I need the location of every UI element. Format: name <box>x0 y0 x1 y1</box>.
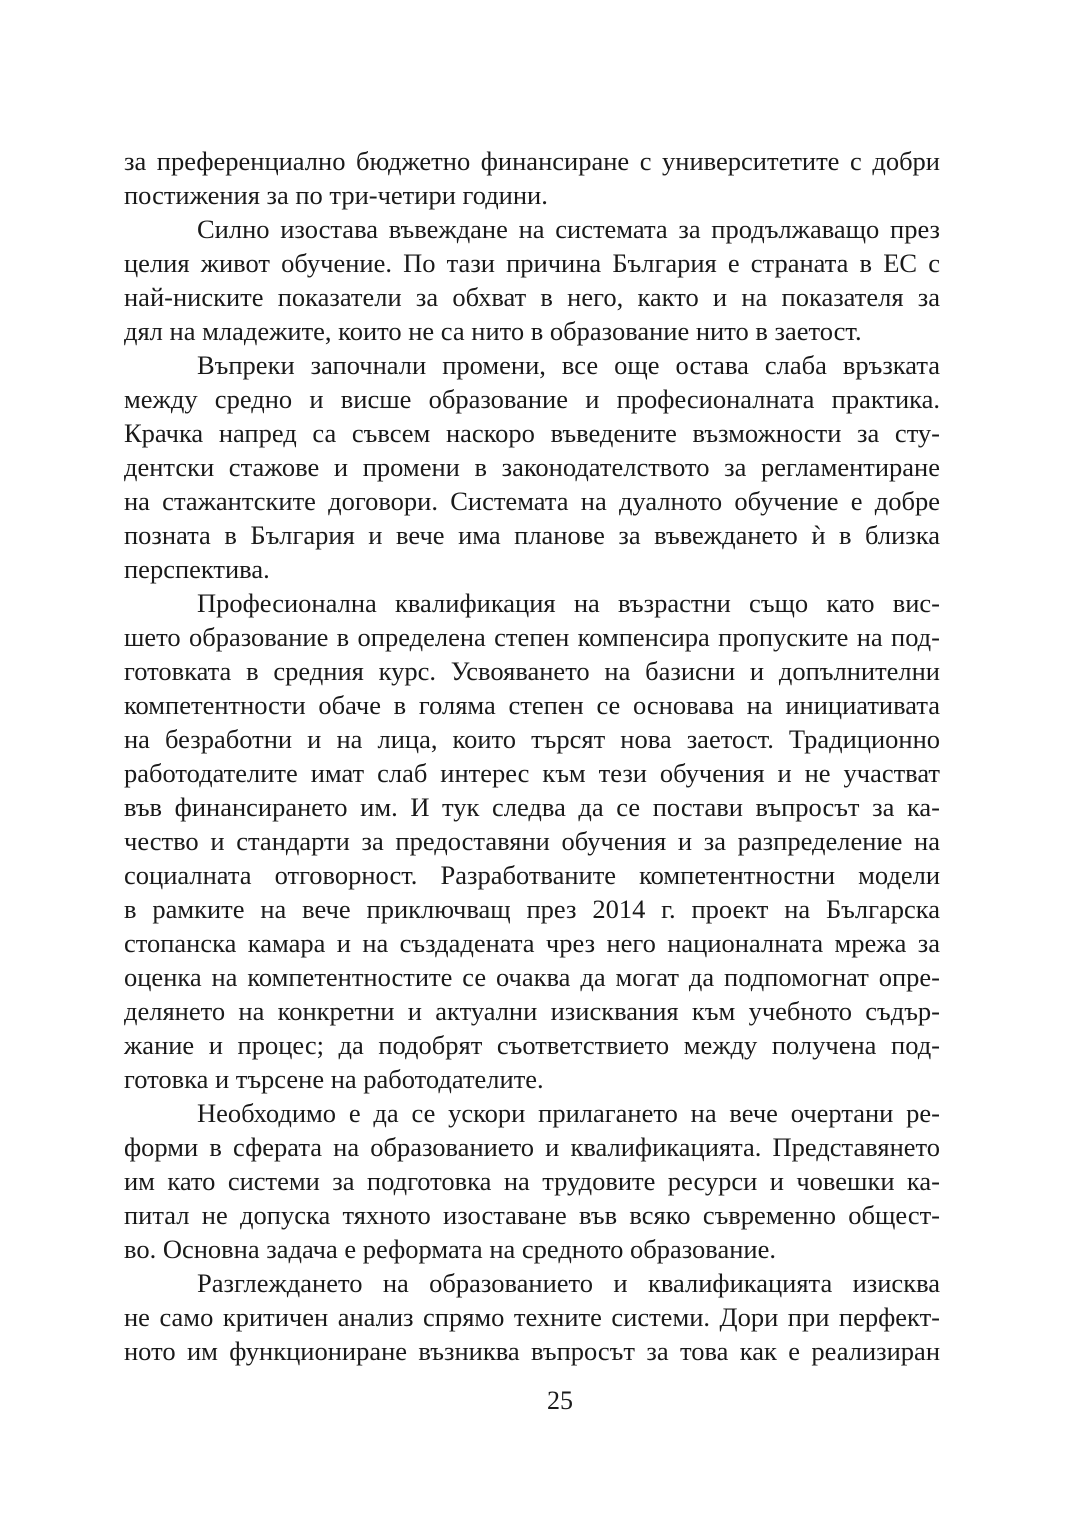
text-line: дентски стажове и промени в законодателството за регламентиране <box>124 452 940 482</box>
text-line: им като системи за подготовка на трудовите ресурси и човешки ка- <box>124 1166 940 1196</box>
text-line: дял на младежите, които не са нито в образование нито в заетост. <box>124 316 862 346</box>
text-line: оценка на компетентностите се очаква да могат да подпомогнат опре- <box>124 962 940 992</box>
text-line: целия живот обучение. По тази причина България е страната в ЕС с <box>124 248 940 278</box>
text-line: Професионална квалификация на възрастни също като вис- <box>197 588 940 618</box>
text-line: ното им функциониране възниква въпросът за това как е реализиран <box>124 1336 940 1366</box>
text-line: перспектива. <box>124 554 270 584</box>
text-line: позната в България и вече има планове за въвеждането ѝ в близка <box>124 520 940 550</box>
text-line: във финансирането им. И тук следва да се постави въпросът за ка- <box>124 792 940 822</box>
text-line: жание и процес; да подобрят съответствието между получена под- <box>124 1030 940 1060</box>
text-line: готовката в средния курс. Усвояването на базисни и допълнителни <box>124 656 940 686</box>
text-line: Необходимо е да се ускори прилагането на вече очертани ре- <box>197 1098 940 1128</box>
text-line: на стажантските договори. Системата на дуалното обучение е добре <box>124 486 940 516</box>
text-line: постижения за по три-четири години. <box>124 180 548 210</box>
text-line: между средно и висше образование и професионалната практика. <box>124 384 940 414</box>
text-line: не само критичен анализ спрямо техните системи. Дори при перфект- <box>124 1302 940 1332</box>
text-line: Крачка напред са съвсем наскоро въведените възможности за сту- <box>124 418 940 448</box>
text-line: компетентности обаче в голяма степен се основава на инициативата <box>124 690 940 720</box>
text-line: социалната отговорност. Разработваните компетентностни модели <box>124 860 940 890</box>
text-line: питал не допуска тяхното изоставане във всяко съвременно общест- <box>124 1200 940 1230</box>
text-line: на безработни и на лица, които търсят нова заетост. Традиционно <box>124 724 940 754</box>
text-line: най-ниските показатели за обхват в него, както и на показателя за <box>124 282 940 312</box>
page-number: 25 <box>547 1386 573 1415</box>
text-line: шето образование в определена степен компенсира пропуските на под- <box>124 622 940 652</box>
text-line: чество и стандарти за предоставяни обучения и за разпределение на <box>124 826 940 856</box>
text-line: во. Основна задача е реформата на средното образование. <box>124 1234 776 1264</box>
text-line: делянето на конкретни и актуални изисквания към учебното съдър- <box>124 996 940 1026</box>
text-line: Разглеждането на образованието и квалификацията изисква <box>197 1268 940 1298</box>
text-line: форми в сферата на образованието и квалификацията. Представянето <box>124 1132 940 1162</box>
text-line: за преференциално бюджетно финансиране с университетите с добри <box>124 146 940 176</box>
text-line: работодателите имат слаб интерес към тези обучения и не участват <box>124 758 940 788</box>
text-line: Силно изостава въвеждане на системата за продължаващо през <box>197 214 940 244</box>
text-line: Въпреки започнали промени, все още остава слаба връзката <box>197 350 940 380</box>
text-line: стопанска камара и на създадената чрез него националната мрежа за <box>124 928 940 958</box>
text-line: готовка и търсене на работодателите. <box>124 1064 544 1094</box>
text-line: в рамките на вече приключващ през 2014 г. проект на Българска <box>124 894 940 924</box>
